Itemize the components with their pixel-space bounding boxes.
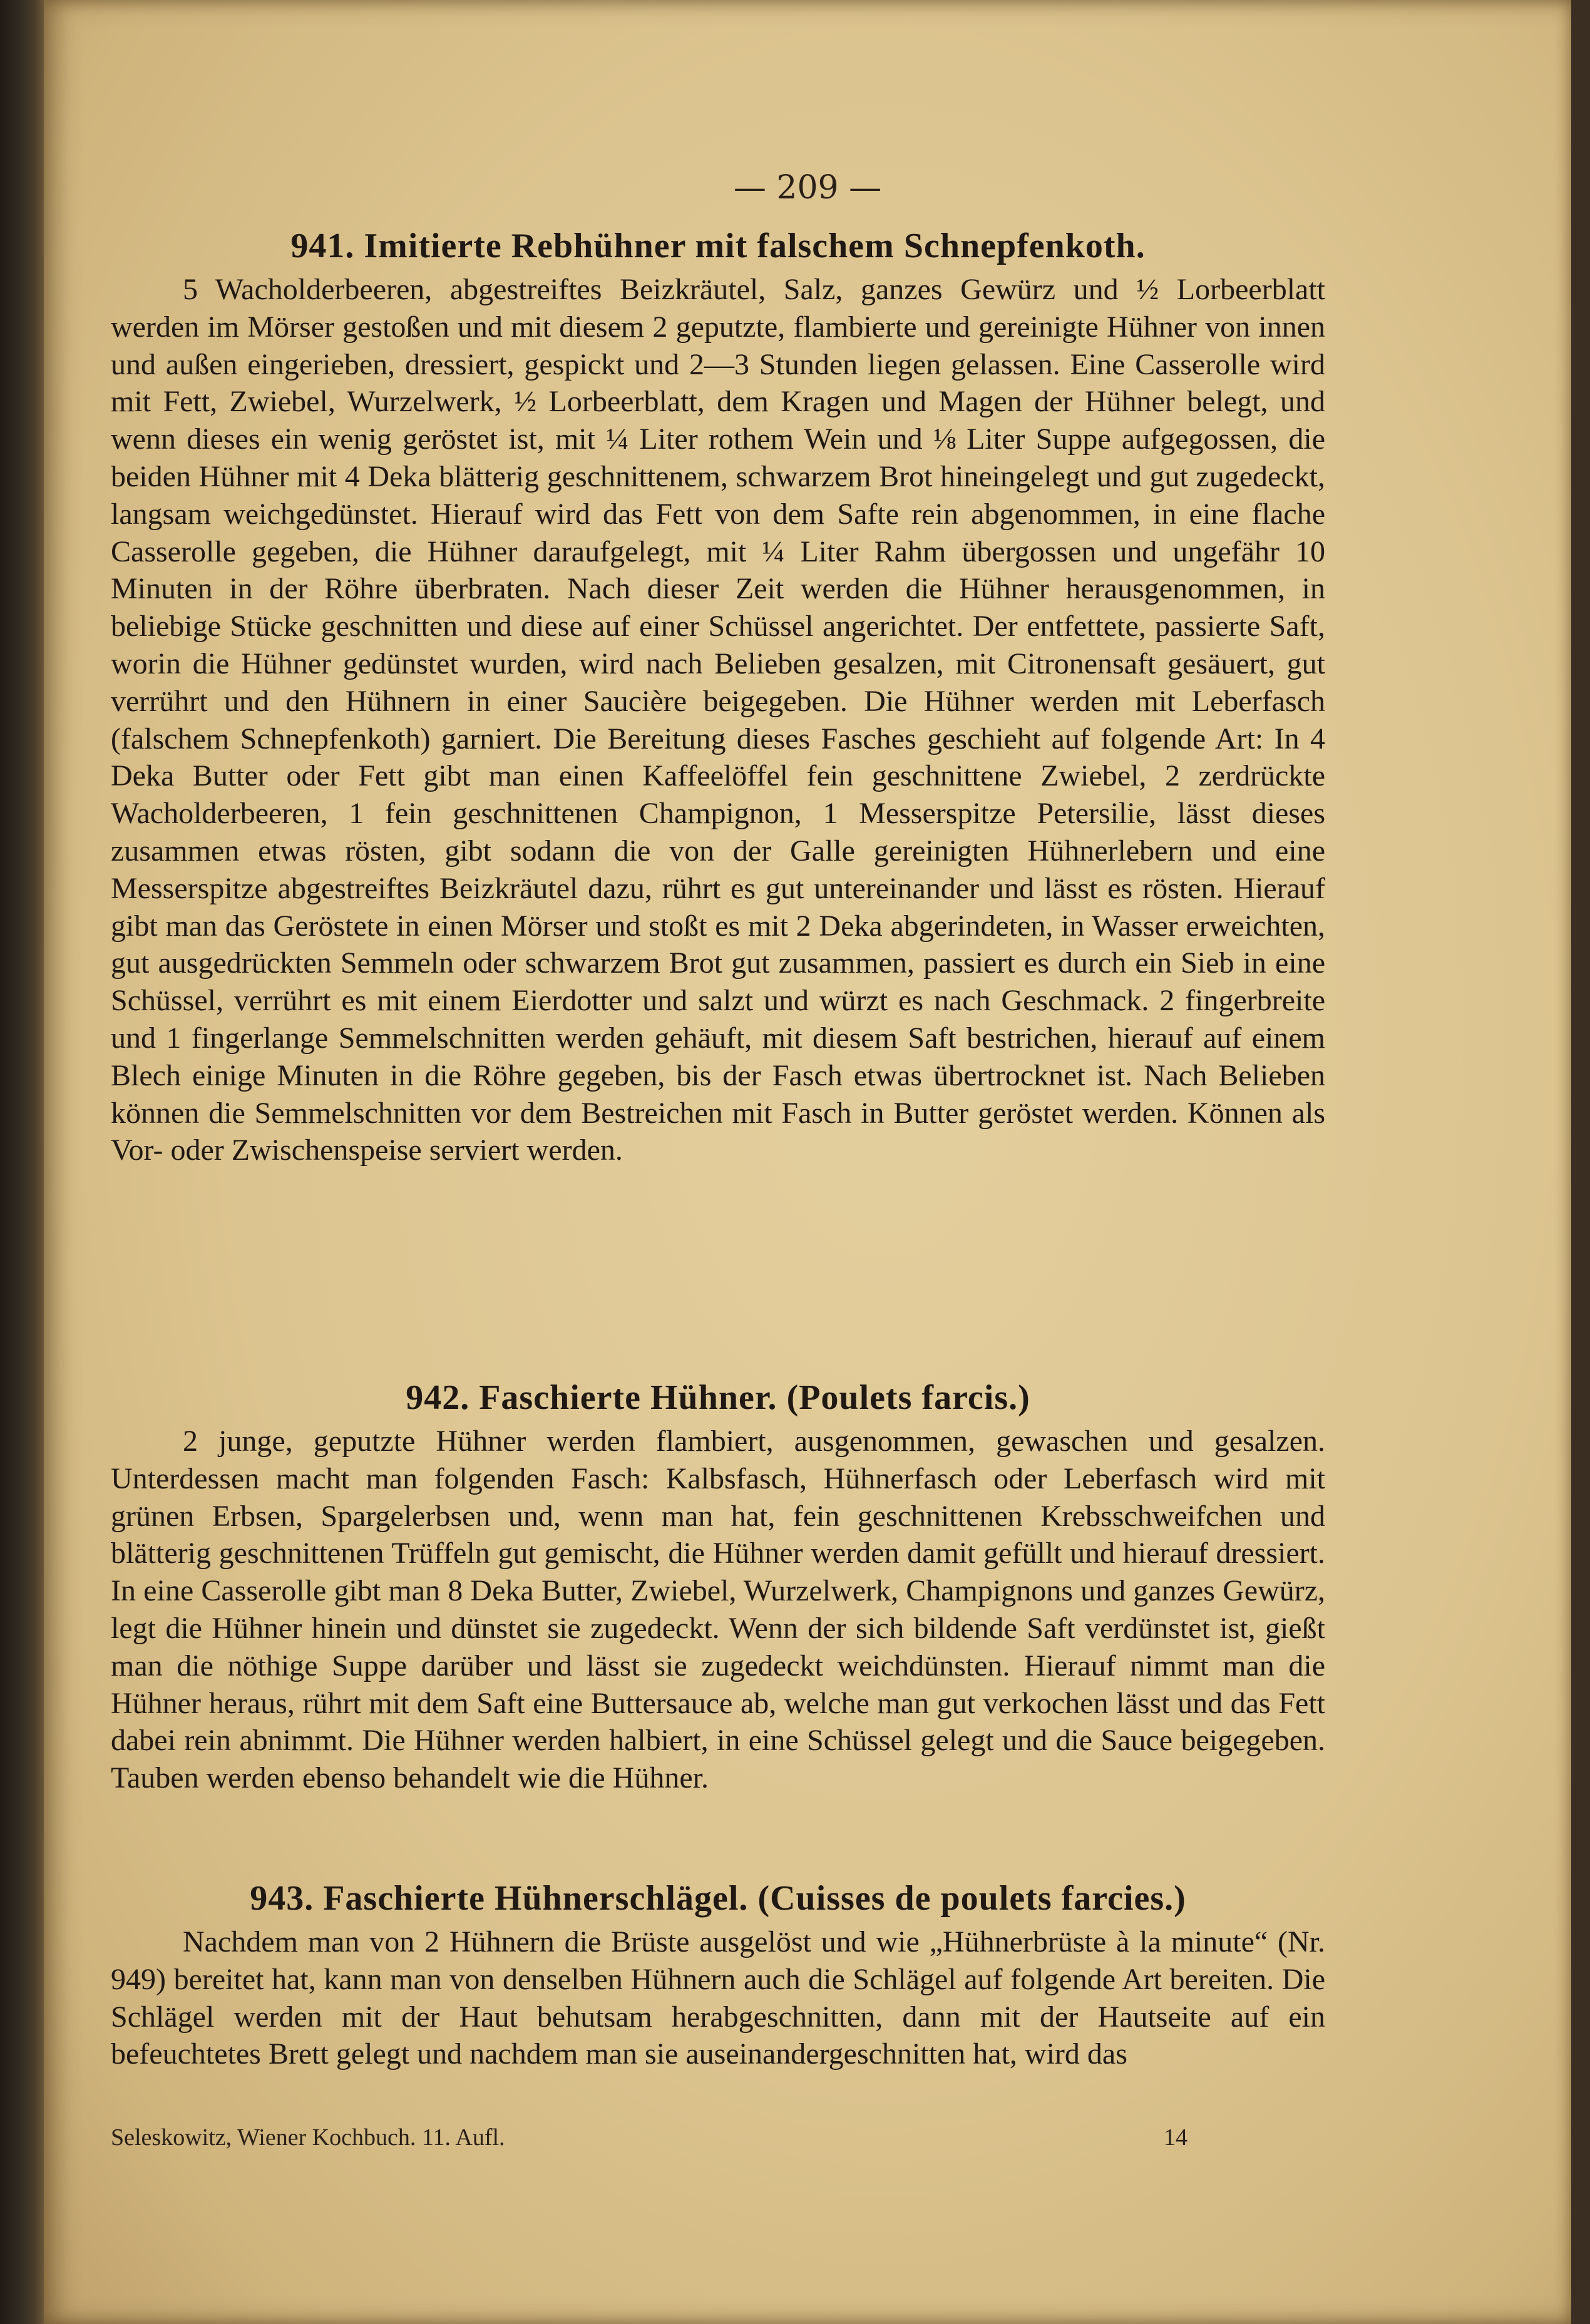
recipe-943-heading <box>111 1873 1325 1923</box>
recipe-943-subtitle: (Cuisses de poulets farcies.) <box>757 1879 1186 1918</box>
footer-signature: 14 <box>1164 2124 1187 2151</box>
footer-title: Seleskowitz, Wiener Kochbuch. 11. Aufl. <box>111 2124 505 2151</box>
recipe-942-subtitle: (Poulets farcis.) <box>786 1378 1030 1417</box>
recipe-941 <box>111 221 1325 1169</box>
page-number: — 209 — <box>733 169 882 207</box>
recipe-943-body: Nachdem man von 2 Hühnern die Brüste ausgelöst und wie „Hühnerbrüste à la minute“ (Nr. 949) bereitet hat, kann man von denselben Hühnern auch die Schlägel auf folgende Art bereiten. Die Schlägel werden mit der Haut behutsam herabgeschnitten, dann mit der Hautseite auf ein befeuchtetes Brett gelegt und nachdem man sie auseinandergeschnitten hat, wird das <box>111 1925 1325 2071</box>
recipe-943-title: 943. Faschierte Hühnerschlägel. <box>250 1879 749 1918</box>
recipe-943 <box>111 1873 1325 2073</box>
recipe-942 <box>111 1373 1325 1797</box>
book-spine <box>0 0 44 2324</box>
page-footer <box>111 2124 1325 2151</box>
recipe-942-body: 2 junge, geputzte Hühner werden flambiert, ausgenommen, gewaschen und gesalzen. Unterdessen macht man folgenden Fasch: Kalbsfasch, Hühnerfasch oder Leberfasch wird mit grünen Erbsen, Spargelerbsen und, wenn man hat, fein geschnittenen Krebsschweifchen und blätterig geschnittenen Trüffeln gut gemischt, die Hühner werden damit gefüllt und hierauf dressiert. In eine Casserolle gibt man 8 Deka Butter, Zwiebel, Wurzelwerk, Champignons und ganzes Gewürz, legt die Hühner hinein und dünstet sie zugedeckt. Wenn der sich bildende Saft verdünstet ist, gießt man die nöthige Suppe darüber und lässt sie zugedeckt weichdünsten. Hierauf nimmt man die Hühner heraus, rührt mit dem Saft eine Buttersauce ab, welche man gut verkochen lässt und das Fett dabei rein abnimmt. Die Hühner werden halbiert, in eine Schüssel gelegt und die Sauce beigegeben. Tauben werden ebenso behandelt wie die Hühner. <box>111 1425 1325 1795</box>
recipe-941-heading: 941. Imitierte Rebhühner mit falschem Schnepfenkoth. <box>290 227 1146 265</box>
recipe-941-body: 5 Wacholderbeeren, abgestreiftes Beizkräutel, Salz, ganzes Gewürz und ½ Lorbeerblatt werden im Mörser gestoßen und mit diesem 2 geputzte, flambierte und gereinigte Hühner von innen und außen eingerieben, dressiert, gespickt und 2—3 Stunden liegen gelassen. Eine Casserolle wird mit Fett, Zwiebel, Wurzelwerk, ½ Lorbeerblatt, dem Kragen und Magen der Hühner belegt, und wenn dieses ein wenig geröstet ist, mit ¼ Liter rothem Wein und ⅛ Liter Suppe aufgegossen, die beiden Hühner mit 4 Deka blätterig geschnittenem, schwarzem Brot hineingelegt und gut zugedeckt, langsam weichgedünstet. Hierauf wird das Fett von dem Safte rein abgenommen, in eine flache Casserolle gegeben, die Hühner daraufgelegt, mit ¼ Liter Rahm übergossen und ungefähr 10 Minuten in der Röhre überbraten. Nach dieser Zeit werden die Hühner herausgenommen, in beliebige Stücke geschnitten und diese auf einer Schüssel angerichtet. Der entfettete, passierte Saft, worin die Hühner gedünstet wurden, wird nach Belieben gesalzen, mit Citronensaft gesäuert, gut verrührt und den Hühnern in einer Saucière beigegeben. Die Hühner werden mit Leberfasch (falschem Schnepfenkoth) garniert. Die Bereitung dieses Fasches geschieht auf folgende Art: In 4 Deka Butter oder Fett gibt man einen Kaffeelöffel fein geschnittene Zwiebel, 2 zerdrückte Wacholderbeeren, 1 fein geschnittenen Champignon, 1 Messerspitze Petersilie, lässt dieses zusammen etwas rösten, gibt sodann die von der Galle gereinigten Hühnerlebern und eine Messerspitze abgestreiftes Beizkräutel dazu, rührt es gut untereinander und lässt es rösten. Hierauf gibt man das Geröstete in einen Mörser und stoßt es mit 2 Deka abgerindeten, in Wasser erweichten, gut ausgedrückten Semmeln oder schwarzem Brot gut zusammen, passiert es durch ein Sieb in eine Schüssel, verrührt es mit einem Eierdotter und salzt und würzt es nach Geschmack. 2 fingerbreite und 1 fingerlange Semmelschnitten werden gehäuft, mit diesem Saft bestrichen, hierauf auf einem Blech einige Minuten in die Röhre gegeben, bis der Fasch etwas übertrocknet ist. Nach Belieben können die Semmelschnitten vor dem Bestreichen mit Fasch in Butter geröstet werden. Können als Vor- oder Zwischenspeise serviert werden. <box>111 273 1325 1167</box>
recipe-942-heading <box>111 1373 1325 1423</box>
recipe-942-title: 942. Faschierte Hühner. <box>406 1378 777 1417</box>
